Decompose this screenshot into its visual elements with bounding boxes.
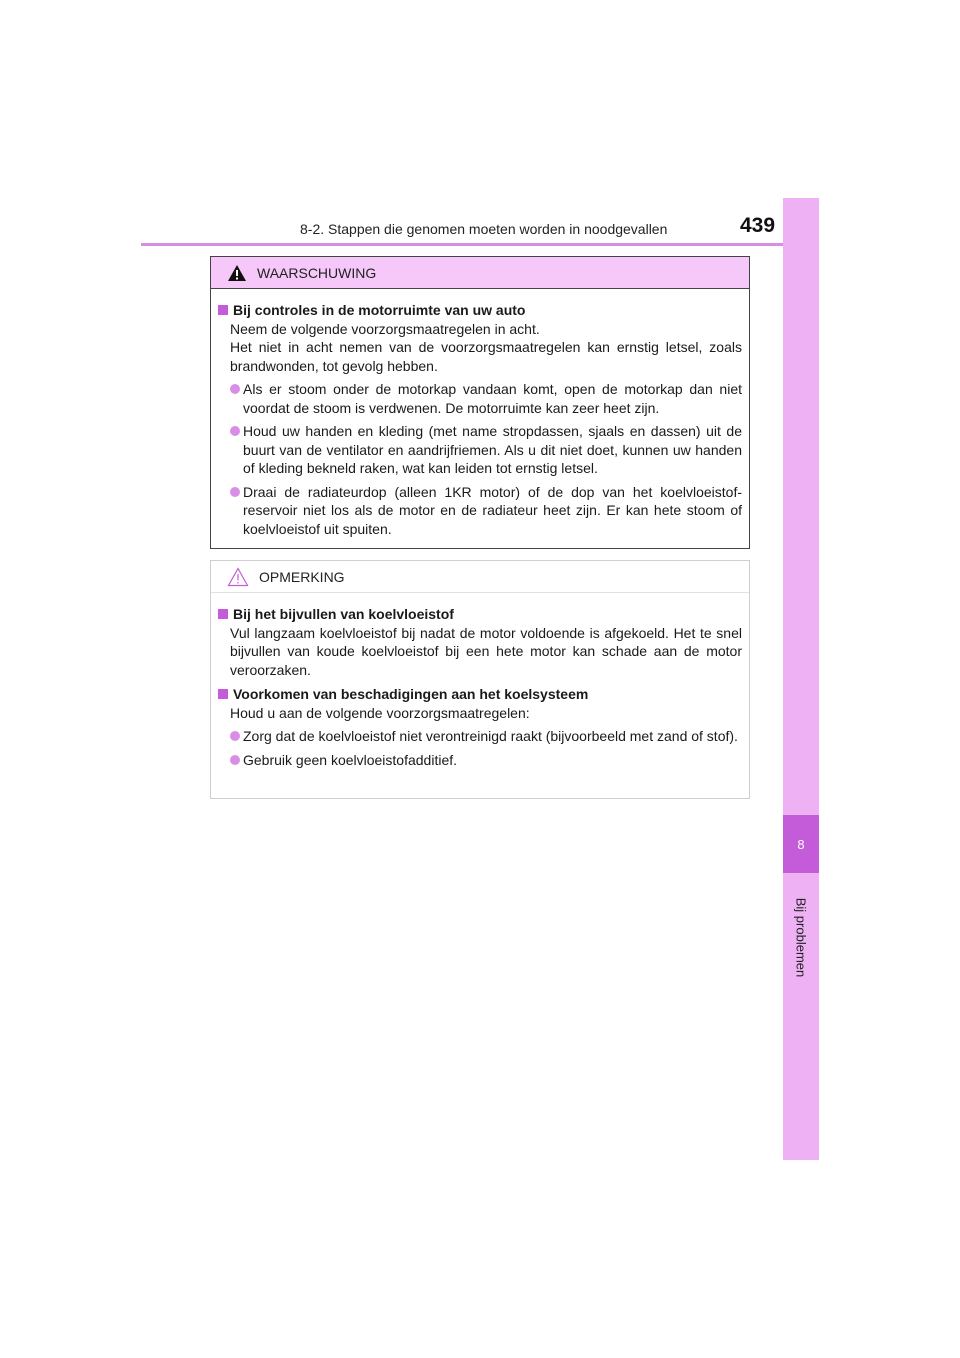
list-item-text: Als er stoom onder de motorkap vandaan komt, open de motorkap dan niet voordat de stoom is verdwenen. De motorruimte kan zeer heet zijn.: [243, 381, 742, 416]
page-number: 439: [740, 214, 776, 237]
list-item: [218, 422, 742, 478]
list-item: [218, 727, 742, 746]
notice-section-title-text: Bij het bijvullen van koelvloeistof: [233, 606, 454, 622]
round-bullet-icon: [230, 731, 240, 741]
warning-section-title: [218, 301, 742, 320]
notice-section-title: [218, 685, 742, 704]
list-item-text: Houd uw handen en kleding (met name stropdassen, sjaals en dassen) uit de buurt van de ventilator en aandrijfriemen. Als u dit niet doet, kunnen uw handen of kleding bekneld raken, wat kan leiden tot ernstig letsel.: [243, 423, 742, 476]
notice-heading: OPMERKING: [259, 568, 345, 585]
round-bullet-icon: [230, 426, 240, 436]
square-bullet-icon: [218, 609, 228, 619]
chapter-number-tab: 8: [783, 815, 819, 873]
list-item-text: Draai de radiateurdop (alleen 1KR motor) of de dop van het koelvloeistof-reservoir niet los als de motor en de radiateur heet zijn. Er kan hete stoom of koelvloeistof uit spuiten.: [243, 483, 742, 537]
chapter-side-tab: [783, 198, 819, 1160]
warning-section-title-text: Bij controles in de motorruimte van uw auto: [233, 302, 526, 318]
section-title: 8-2. Stappen die genomen moeten worden in noodgevallen: [300, 221, 668, 237]
notice-section-text: Vul langzaam koelvloeistof bij nadat de motor voldoende is afgekoeld. Het te snel bijvullen van koude koelvloeistof bij een hete motor kan schade aan de motor veroorzaken.: [230, 624, 742, 678]
caution-triangle-outline-icon: [227, 567, 249, 587]
list-item: [218, 751, 742, 770]
round-bullet-icon: [230, 487, 240, 497]
header-divider: [141, 243, 819, 246]
round-bullet-icon: [230, 384, 240, 394]
notice-box: [210, 560, 750, 799]
round-bullet-icon: [230, 755, 240, 765]
notice-section-text: Houd u aan de volgende voorzorgsmaatregelen:: [230, 704, 530, 721]
list-item-text: Zorg dat de koelvloeistof niet verontreinigd raakt (bijvoorbeeld met zand of stof).: [243, 728, 738, 744]
warning-body: [211, 289, 749, 538]
warning-intro: Neem de volgende voorzorgsmaatregelen in acht.: [230, 320, 540, 337]
notice-body: [211, 593, 749, 769]
square-bullet-icon: [218, 689, 228, 699]
notice-section-title-text: Voorkomen van beschadigingen aan het koelsysteem: [233, 686, 589, 702]
list-item: [218, 380, 742, 417]
warning-heading: WAARSCHUWING: [257, 264, 377, 281]
chapter-label-text: Bij problemen: [793, 897, 809, 978]
list-item-text: Gebruik geen koelvloeistofadditief.: [243, 751, 458, 768]
square-bullet-icon: [218, 305, 228, 315]
warning-triangle-icon: [227, 264, 247, 282]
warning-header: [211, 257, 749, 289]
notice-section-title: [218, 605, 742, 624]
warning-box: [210, 256, 750, 549]
notice-header: [211, 561, 749, 593]
list-item: [218, 483, 742, 539]
warning-consequence: Het niet in acht nemen van de voorzorgsmaatregelen kan ernstig letsel, zoals brandwonden, tot gevolg hebben.: [230, 339, 742, 374]
